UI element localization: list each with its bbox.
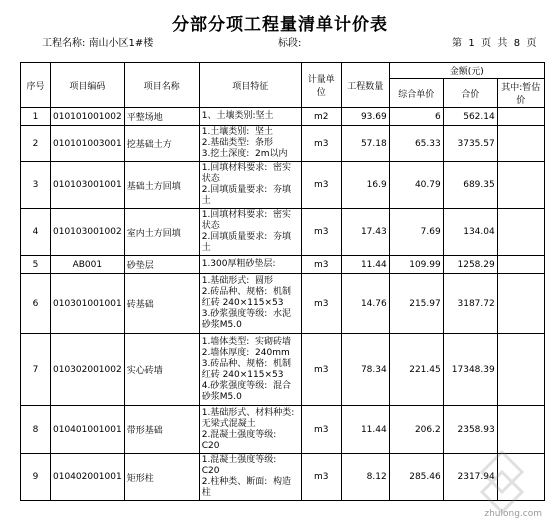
row-qty: 11.44: [341, 406, 389, 454]
row-name: 室内土方回填: [124, 209, 199, 256]
row-seq: 5: [21, 256, 51, 274]
feature-line: 2.砖品种、规格: 机制: [201, 287, 292, 297]
col-name: 项目名称: [124, 63, 199, 108]
row-seq: 6: [21, 274, 51, 334]
row-code: 010402001001: [51, 454, 125, 501]
feature-line: 1、土壤类别:坚土: [201, 111, 274, 121]
row-name: 带形基础: [124, 406, 199, 454]
row-unit-price: 6: [389, 108, 443, 126]
row-qty: 17.43: [341, 209, 389, 256]
feature-line: 2.回填质量要求: 夯填: [201, 232, 292, 242]
col-unit-price: 综合单价: [389, 79, 443, 108]
row-qty: 8.12: [341, 454, 389, 501]
row-name: 基础土方回填: [124, 162, 199, 209]
row-unit: m3: [301, 334, 341, 406]
row-feature: [199, 162, 301, 209]
table-row: [21, 256, 545, 274]
row-feature: [199, 334, 301, 406]
feature-line: 红砖 240×115×53: [201, 369, 284, 380]
row-provisional: [497, 126, 544, 162]
feature-line: 柱: [201, 488, 211, 498]
feature-line: 1.回填材料要求: 密实: [201, 210, 292, 220]
table-row: [21, 209, 545, 256]
section-label: 标段:: [278, 38, 302, 49]
row-name: 砂垫层: [124, 256, 199, 274]
row-unit: m2: [301, 108, 341, 126]
project-name: 南山小区1#楼: [88, 38, 154, 49]
row-name: 矩形柱: [124, 454, 199, 501]
row-qty: 16.9: [341, 162, 389, 209]
row-seq: 1: [21, 108, 51, 126]
row-code: 010101003001: [51, 126, 125, 162]
row-unit-price: 215.97: [389, 274, 443, 334]
row-total: 1258.29: [443, 256, 497, 274]
table-row: [21, 162, 545, 209]
row-unit: m3: [301, 209, 341, 256]
row-total: 2317.94: [443, 454, 497, 501]
table-row: [21, 274, 545, 334]
page-info: 第 1 页 共 8 页: [452, 38, 537, 49]
row-unit: m3: [301, 454, 341, 501]
row-feature: [199, 454, 301, 501]
col-total: 合价: [443, 79, 497, 108]
feature-line: 1.300厚粗砂垫层:: [201, 259, 276, 269]
feature-line: 2.基础类型: 条形: [201, 138, 274, 148]
feature-line: 1.基础形式、材料种类:: [201, 407, 295, 418]
feature-line: 2.柱种类、断面: 构造: [201, 477, 292, 487]
row-code: 010103001002: [51, 209, 125, 256]
row-provisional: [497, 162, 544, 209]
project-name-line: [42, 34, 153, 49]
row-feature: [199, 274, 301, 334]
watermark-logo-icon: [462, 447, 542, 517]
col-qty: 工程数量: [341, 63, 389, 108]
feature-line: 2.混凝土强度等级:: [201, 429, 277, 440]
row-total: 2358.93: [443, 406, 497, 454]
feature-line: 1.墙体类型: 实砌砖墙: [201, 336, 292, 347]
row-unit-price: 285.46: [389, 454, 443, 501]
col-code: 项目编码: [51, 63, 125, 108]
row-seq: 3: [21, 162, 51, 209]
row-total: 3187.72: [443, 274, 497, 334]
row-unit-price: 7.69: [389, 209, 443, 256]
row-total: 562.14: [443, 108, 497, 126]
row-code: 010301001001: [51, 274, 125, 334]
feature-line: 砂浆M5.0: [201, 320, 242, 330]
row-unit-price: 40.79: [389, 162, 443, 209]
row-total: 17348.39: [443, 334, 497, 406]
feature-line: 状态: [201, 221, 220, 231]
row-seq: 4: [21, 209, 51, 256]
row-unit: m3: [301, 406, 341, 454]
row-unit-price: 221.45: [389, 334, 443, 406]
row-provisional: [497, 334, 544, 406]
row-unit: m3: [301, 274, 341, 334]
table-row: [21, 334, 545, 406]
row-seq: 8: [21, 406, 51, 454]
col-amount: 金额(元): [389, 63, 544, 79]
row-name: 挖基础土方: [124, 126, 199, 162]
row-feature: [199, 108, 301, 126]
row-total: 134.04: [443, 209, 497, 256]
row-code: AB001: [51, 256, 125, 274]
row-unit: m3: [301, 256, 341, 274]
feature-line: 1.基础形式: 圆形: [201, 276, 274, 286]
row-seq: 7: [21, 334, 51, 406]
row-qty: 93.69: [341, 108, 389, 126]
table-row: [21, 108, 545, 126]
row-name: 砖基础: [124, 274, 199, 334]
feature-line: 无梁式混凝土: [201, 418, 256, 429]
row-feature: [199, 209, 301, 256]
page-title: 分部分项工程量清单计价表: [172, 15, 388, 35]
row-unit-price: 109.99: [389, 256, 443, 274]
row-code: 010401001001: [51, 406, 125, 454]
row-name: 平整场地: [124, 108, 199, 126]
row-qty: 57.18: [341, 126, 389, 162]
col-provisional: 其中:暂估价: [497, 79, 544, 108]
feature-line: 3.砖品种、规格: 机制: [201, 358, 292, 369]
row-total: 3735.57: [443, 126, 497, 162]
feature-line: 4.砂浆强度等级: 混合: [201, 380, 292, 391]
feature-line: 3.挖土深度: 2m以内: [201, 149, 288, 159]
row-code: 010302001002: [51, 334, 125, 406]
row-unit: m3: [301, 126, 341, 162]
project-label: 工程名称:: [42, 38, 86, 49]
feature-line: 2.墙体厚度: 240mm: [201, 347, 290, 358]
feature-line: C20: [201, 466, 220, 476]
feature-line: 1.混凝土强度等级:: [201, 455, 277, 465]
row-total: 689.35: [443, 162, 497, 209]
row-seq: 2: [21, 126, 51, 162]
row-feature: [199, 256, 301, 274]
row-code: 010103001001: [51, 162, 125, 209]
row-provisional: [497, 274, 544, 334]
col-feature: 项目特征: [199, 63, 301, 108]
row-qty: 11.44: [341, 256, 389, 274]
row-provisional: [497, 209, 544, 256]
row-qty: 14.76: [341, 274, 389, 334]
feature-line: 砂浆M5.0: [201, 391, 242, 402]
feature-line: C20: [201, 440, 220, 451]
row-provisional: [497, 108, 544, 126]
col-seq: 序号: [21, 63, 51, 108]
row-feature: [199, 126, 301, 162]
row-feature: [199, 406, 301, 454]
feature-line: 状态: [201, 174, 220, 184]
feature-line: 1.回填材料要求: 密实: [201, 163, 292, 173]
col-unit: 计量单位: [301, 63, 341, 108]
feature-line: 1.土壤类别: 坚土: [201, 127, 274, 137]
row-qty: 78.34: [341, 334, 389, 406]
feature-line: 3.砂浆强度等级: 水泥: [201, 309, 292, 319]
row-name: 实心砖墙: [124, 334, 199, 406]
watermark-text: zhulong.com: [484, 509, 542, 519]
table-row: [21, 126, 545, 162]
row-code: 010101001002: [51, 108, 125, 126]
feature-line: 2.回填质量要求: 夯填: [201, 185, 292, 195]
feature-line: 土: [201, 196, 211, 206]
row-unit-price: 206.2: [389, 406, 443, 454]
row-seq: 9: [21, 454, 51, 501]
row-unit-price: 65.33: [389, 126, 443, 162]
row-unit: m3: [301, 162, 341, 209]
bill-table: [20, 62, 545, 501]
row-provisional: [497, 256, 544, 274]
feature-line: 红砖 240×115×53: [201, 298, 284, 308]
feature-line: 土: [201, 243, 211, 253]
